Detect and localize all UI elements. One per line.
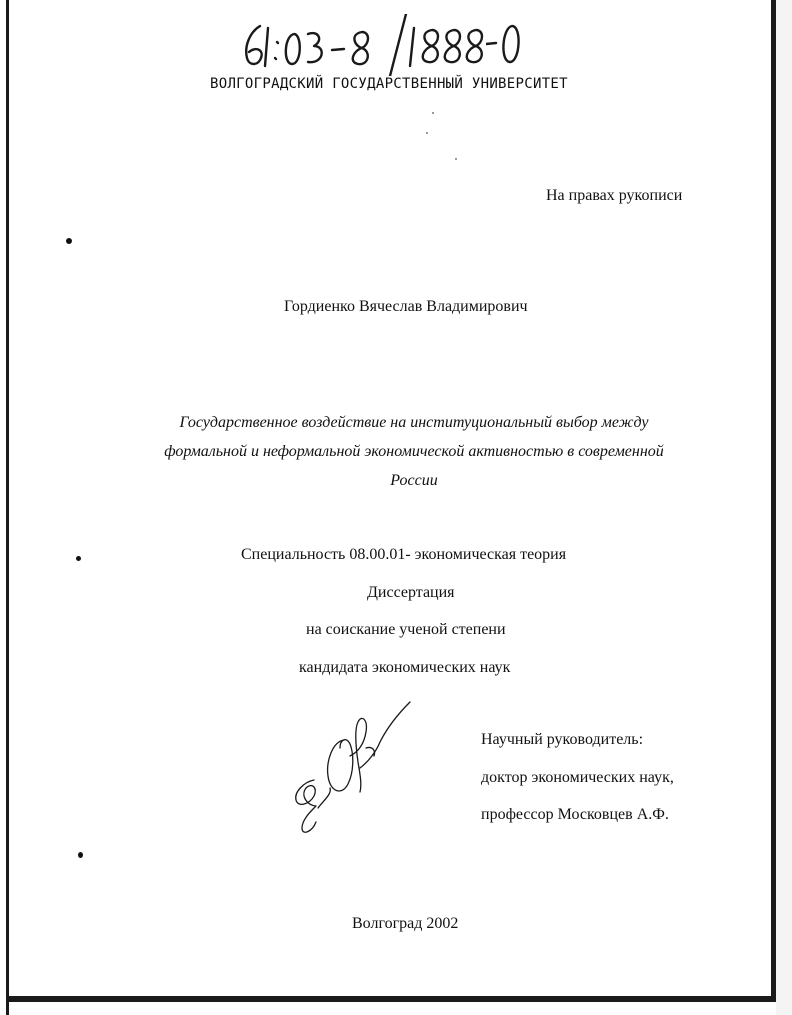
- specialty: Специальность 08.00.01- экономическая теория: [241, 546, 567, 563]
- scan-speck: [432, 112, 434, 114]
- university-name: ВОЛГОГРАДСКИЙ ГОСУДАРСТВЕННЫЙ УНИВЕРСИТЕТ: [210, 76, 568, 92]
- title-line-3: России: [390, 472, 438, 489]
- punch-mark: [66, 238, 72, 244]
- author-signature: [288, 696, 428, 840]
- supervisor-degree: доктор экономических наук,: [481, 769, 674, 786]
- degree-line-2: кандидата экономических наук: [299, 659, 511, 676]
- work-type: Диссертация: [367, 584, 455, 601]
- title-line-2: формальной и неформальной экономической активностью в современной: [164, 443, 664, 460]
- rights-note: На правах рукописи: [546, 187, 683, 204]
- punch-mark: [78, 852, 83, 858]
- scan-speck: [426, 132, 428, 134]
- handwritten-archive-code: [238, 14, 508, 76]
- supervisor-name: профессор Московцев А.Ф.: [481, 806, 669, 823]
- punch-mark: [76, 556, 81, 561]
- dissertation-title: [140, 408, 688, 495]
- scan-speck: [455, 158, 457, 160]
- scan-margin-right: [776, 0, 792, 1015]
- author-name: Гордиенко Вячеслав Владимирович: [284, 298, 528, 315]
- scan-edge-left: [6, 0, 9, 1015]
- handwritten-archive-code-tail: [486, 22, 526, 66]
- title-line-1: Государственное воздействие на институциональный выбор между: [179, 414, 649, 431]
- city-year: Волгоград 2002: [352, 915, 459, 932]
- scan-edge-bottom: [6, 996, 776, 1002]
- degree-line-1: на соискание ученой степени: [306, 621, 506, 638]
- supervisor-label: Научный руководитель:: [481, 731, 644, 748]
